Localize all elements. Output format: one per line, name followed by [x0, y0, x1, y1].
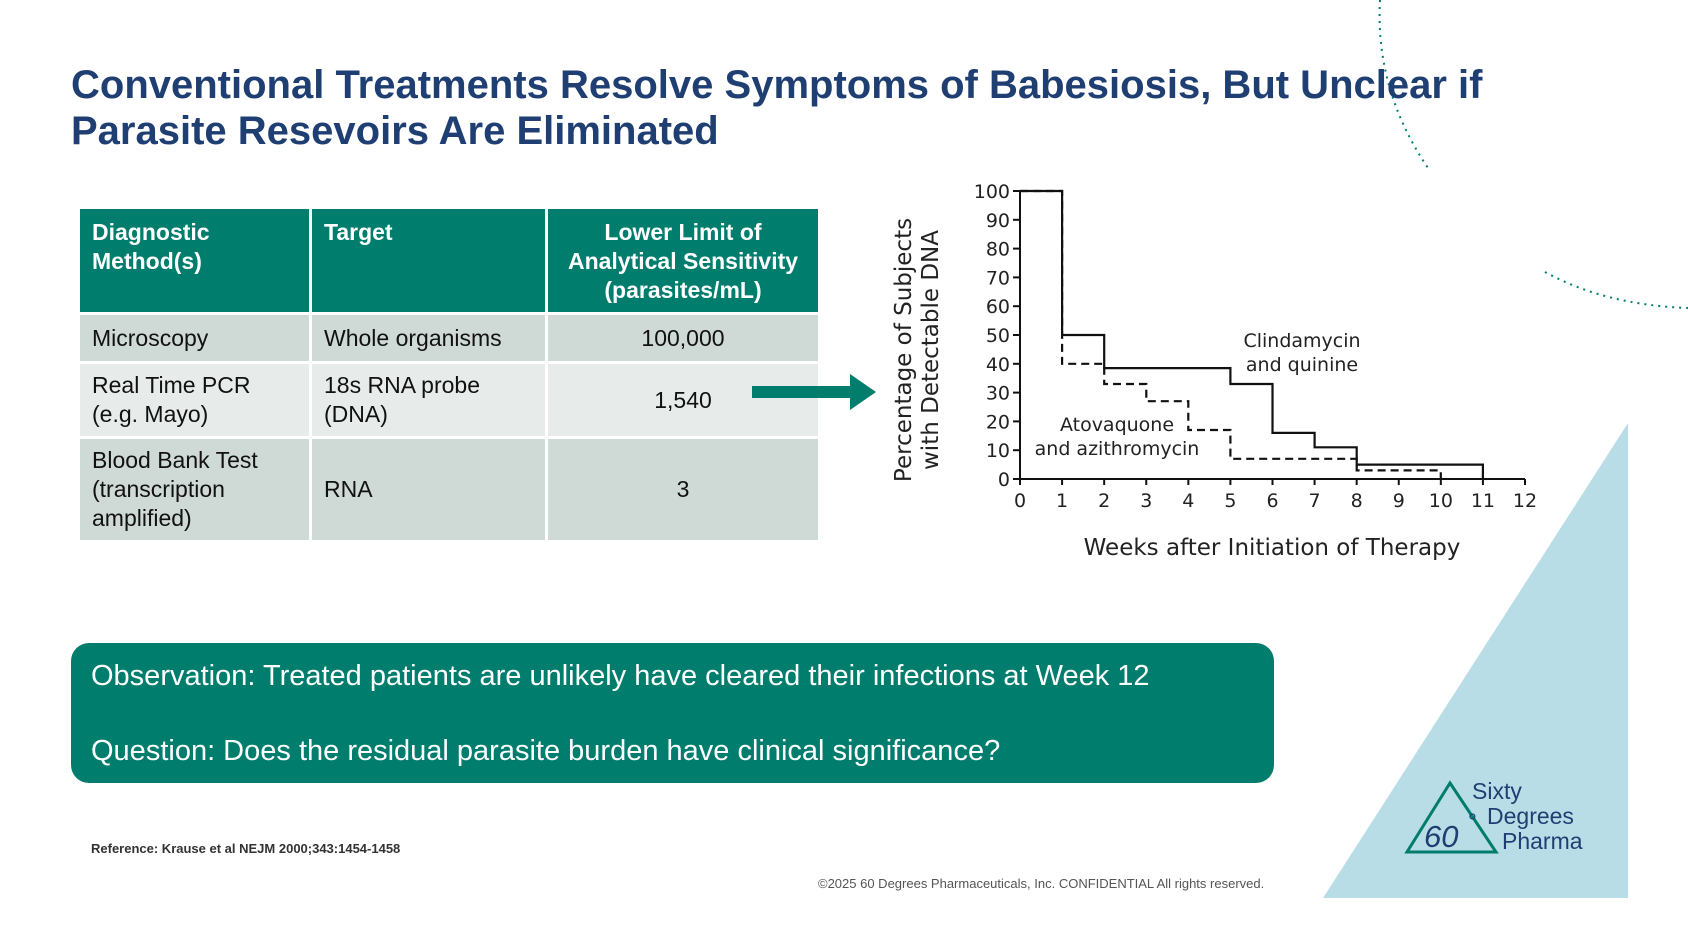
table-header-row	[79, 208, 820, 314]
observation-callout	[71, 643, 1274, 783]
logo-line-1: Sixty	[1472, 778, 1522, 804]
y-tick-label: 60	[985, 296, 1010, 319]
cell-method: Blood Bank Test (transcription amplified)	[79, 438, 311, 542]
x-tick-label: 1	[1056, 490, 1069, 512]
slide-title-line-2: Parasite Resevoirs Are Eliminated	[71, 109, 719, 153]
logo-numeral: 60	[1424, 819, 1459, 854]
header-sensitivity: Lower Limit of Analytical Sensitivity (parasites/mL)	[547, 208, 820, 314]
x-tick-label: 2	[1098, 490, 1111, 512]
x-tick-label: 9	[1392, 490, 1405, 512]
table-row	[79, 363, 820, 438]
cell-target: 18s RNA probe (DNA)	[311, 363, 547, 438]
table-row	[79, 314, 820, 363]
copyright-text: ©2025 60 Degrees Pharmaceuticals, Inc. CONFIDENTIAL All rights reserved.	[818, 876, 1265, 891]
y-tick-label: 0	[997, 469, 1010, 491]
x-tick-label: 6	[1266, 490, 1279, 512]
y-tick-label: 30	[985, 382, 1010, 405]
observation-text: Observation: Treated patients are unlikely have cleared their infections at Week 12	[91, 660, 1150, 692]
y-tick-label: 90	[985, 209, 1010, 232]
diagnostic-methods-table	[77, 206, 821, 543]
y-axis-label-line-2: with Detectable DNA	[918, 230, 944, 470]
x-tick-label: 7	[1308, 490, 1321, 512]
x-tick-label: 12	[1512, 490, 1538, 512]
logo-line-3: Pharma	[1502, 828, 1583, 854]
x-tick-label: 11	[1470, 490, 1496, 512]
x-tick-label: 4	[1182, 490, 1195, 512]
right-arrow-icon	[752, 372, 878, 412]
cell-limit: 1,540	[547, 363, 820, 438]
table-row	[79, 438, 820, 542]
x-axis-label: Weeks after Initiation of Therapy	[1083, 535, 1461, 561]
company-logo	[1402, 777, 1602, 857]
slide-title-line-1: Conventional Treatments Resolve Symptoms of Babesiosis, But Unclear if	[71, 63, 1483, 107]
y-tick-label: 20	[985, 411, 1010, 434]
cell-method: Real Time PCR (e.g. Mayo)	[79, 363, 311, 438]
series-label-clindamycin-line-1: Clindamycin	[1243, 330, 1361, 352]
x-tick-label: 8	[1350, 490, 1363, 512]
cell-limit: 100,000	[547, 314, 820, 363]
x-tick-label: 0	[1013, 490, 1027, 512]
slide-title	[71, 62, 1591, 154]
y-tick-label: 10	[985, 440, 1010, 463]
series-label-atovaquone-line-2: and azithromycin	[1034, 438, 1200, 460]
y-axis-label-line-1: Percentage of Subjects	[891, 217, 917, 483]
y-tick-label: 50	[985, 325, 1010, 347]
kaplan-meier-chart	[870, 178, 1550, 568]
cell-target: Whole organisms	[311, 314, 547, 363]
chart-labels	[891, 218, 1460, 561]
y-tick-label: 100	[973, 181, 1010, 203]
x-tick-label: 10	[1428, 490, 1453, 512]
cell-limit: 3	[547, 438, 820, 542]
reference-text: Reference: Krause et al NEJM 2000;343:1454-1458	[91, 841, 401, 856]
y-tick-label: 80	[985, 238, 1010, 261]
question-text: Question: Does the residual parasite burden have clinical significance?	[91, 735, 1001, 767]
series-label-atovaquone-line-1: Atovaquone	[1059, 414, 1175, 436]
series-label-clindamycin-line-2: and quinine	[1245, 354, 1359, 376]
x-tick-label: 5	[1224, 490, 1237, 512]
dotted-arc-right	[1545, 272, 1688, 308]
logo-degree: °	[1468, 809, 1477, 834]
x-tick-label: 3	[1140, 490, 1153, 512]
y-tick-label: 70	[985, 267, 1010, 290]
cell-method: Microscopy	[79, 314, 311, 363]
cell-target: RNA	[311, 438, 547, 542]
y-tick-label: 40	[985, 353, 1010, 376]
header-diagnostic-method: Diagnostic Method(s)	[79, 208, 311, 314]
logo-line-2: Degrees	[1487, 803, 1574, 829]
header-target: Target	[311, 208, 547, 314]
